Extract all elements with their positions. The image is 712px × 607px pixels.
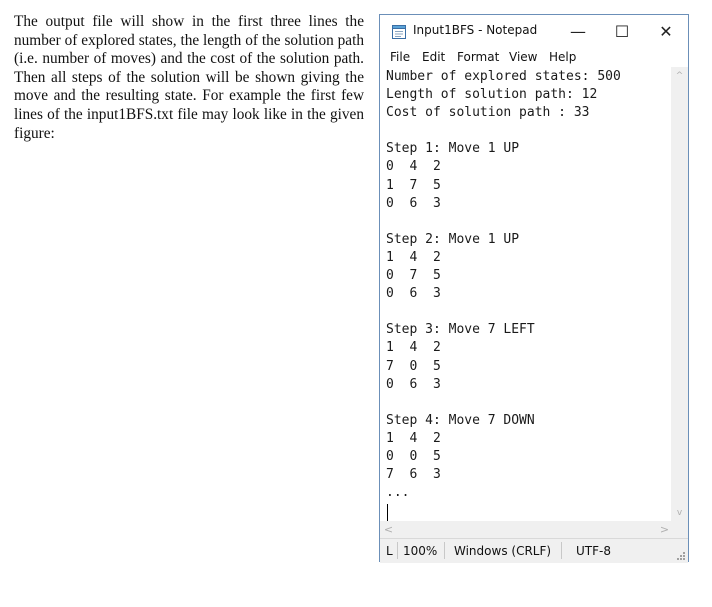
editor-line: 0 0 5 [386, 448, 441, 464]
editor-line: 1 7 5 [386, 177, 441, 193]
menu-format[interactable]: Format [457, 50, 500, 64]
horizontal-scrollbar[interactable] [380, 521, 673, 538]
status-position: L [386, 544, 393, 558]
editor-line [386, 303, 668, 321]
editor-line: 1 4 2 [386, 340, 441, 356]
editor-line: 1 4 2 [386, 249, 441, 265]
maximize-button[interactable] [600, 15, 644, 47]
menu-edit[interactable]: Edit [422, 50, 446, 64]
text-editor[interactable] [380, 67, 688, 521]
editor-line: 7 0 5 [386, 358, 441, 374]
minimize-button[interactable] [556, 15, 600, 47]
menu-view[interactable]: View [509, 50, 538, 64]
editor-line: 1 4 2 [386, 430, 441, 446]
menu-file[interactable]: File [390, 50, 411, 64]
editor-line: Number of explored states: 500 [386, 69, 621, 84]
editor-line: Step 2: Move 1 UP [386, 231, 520, 247]
editor-line: 0 4 2 [386, 159, 441, 175]
status-divider [444, 542, 445, 559]
notepad-icon [392, 24, 406, 39]
document-paragraph: The output file will show in the first three lines the number of explored states, the length of the solution path (i.e. number of moves) and the cost of the solution path. Then all steps of the solution will be shown giving the move and the resulting state. For example the first few lines of the input1BFS.txt file may look like in the given figure: [14, 13, 364, 142]
editor-line: 0 6 3 [386, 286, 441, 302]
editor-line: ... [386, 485, 410, 501]
editor-line: Step 4: Move 7 DOWN [386, 412, 535, 428]
scroll-down-icon[interactable]: v [676, 507, 683, 518]
editor-line: 0 6 3 [386, 195, 441, 211]
maximize-icon: ☐ [614, 21, 630, 41]
status-bar [380, 538, 688, 563]
status-line-ending: Windows (CRLF) [454, 544, 552, 558]
editor-line: Cost of solution path : 33 [386, 105, 590, 121]
status-divider [397, 542, 398, 559]
menu-help[interactable]: Help [549, 50, 577, 64]
scroll-up-icon[interactable]: ^ [675, 70, 684, 81]
close-button[interactable] [644, 15, 688, 47]
editor-line: Length of solution path: 12 [386, 87, 598, 103]
editor-line [386, 122, 668, 140]
scrollbar-corner [671, 521, 688, 538]
editor-line: Step 1: Move 1 UP [386, 141, 520, 157]
editor-line: Step 3: Move 7 LEFT [386, 322, 535, 338]
status-zoom: 100% [403, 544, 438, 558]
close-icon: ✕ [659, 21, 673, 41]
editor-line: 0 7 5 [386, 268, 441, 284]
menu-bar [380, 47, 688, 67]
editor-line [386, 213, 668, 231]
editor-line [386, 394, 668, 412]
status-divider [561, 542, 562, 559]
scroll-right-icon[interactable]: > [659, 523, 670, 536]
notepad-window [379, 14, 689, 562]
status-encoding: UTF-8 [576, 544, 611, 558]
text-caret [387, 504, 388, 521]
resize-grip-icon[interactable] [677, 552, 685, 560]
minimize-icon: — [570, 21, 586, 41]
editor-line: 7 6 3 [386, 467, 441, 483]
title-bar[interactable] [380, 15, 688, 47]
vertical-scrollbar[interactable] [671, 67, 688, 521]
editor-line: 0 6 3 [386, 376, 441, 392]
editor-content[interactable] [386, 68, 668, 502]
scroll-left-icon[interactable]: < [383, 523, 394, 536]
window-title: Input1BFS - Notepad [413, 23, 538, 37]
